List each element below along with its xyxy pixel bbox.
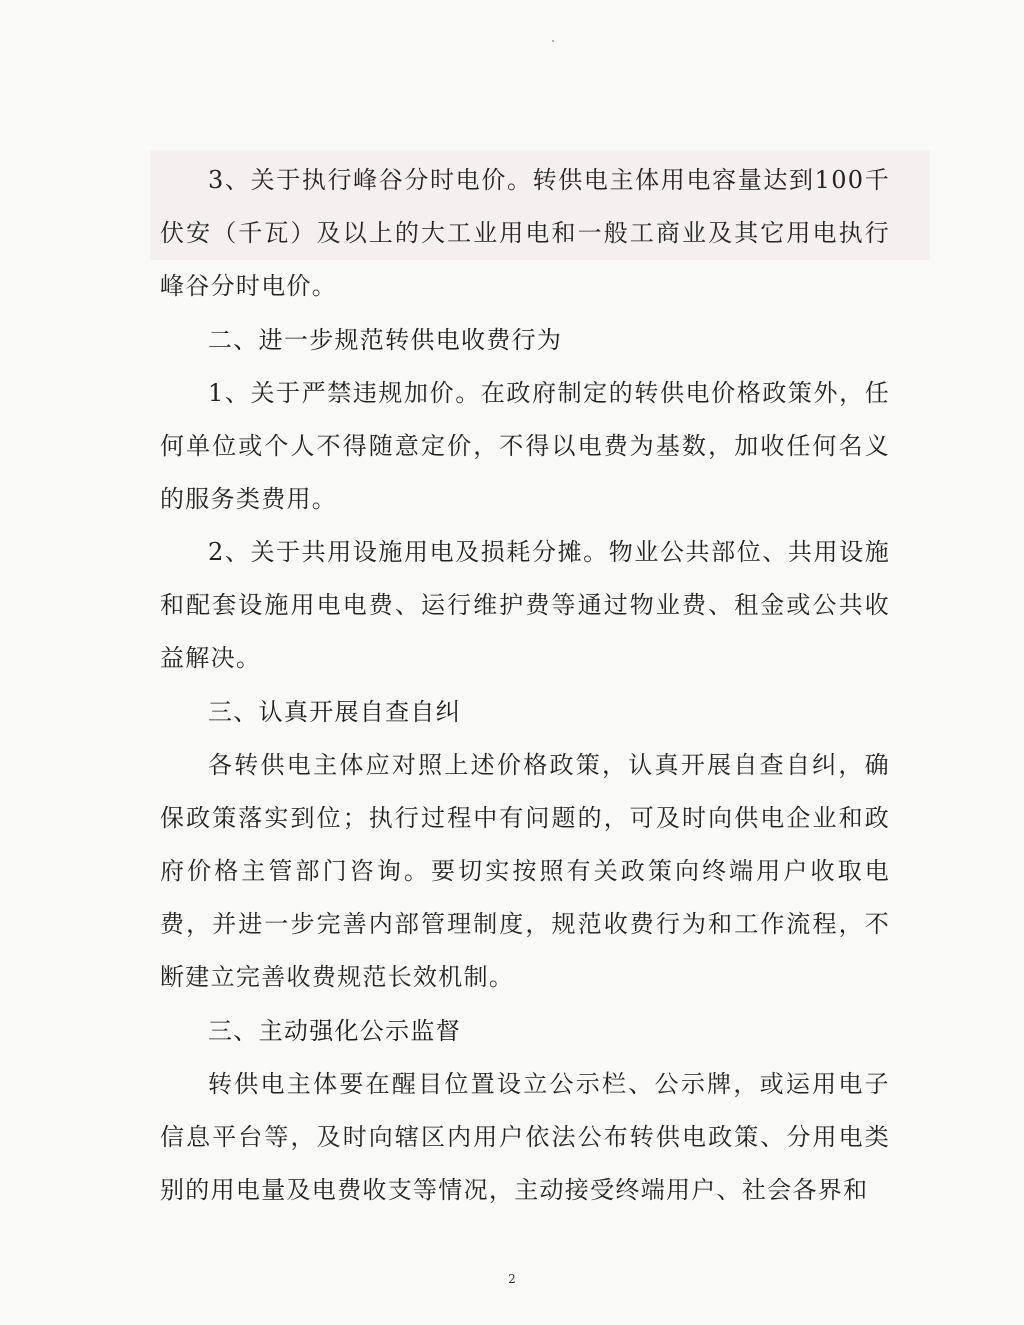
paragraph-peak-valley-price: 3、关于执行峰谷分时电价。转供电主体用电容量达到100千伏安（千瓦）及以上的大工业用电和一般工商业及其它用电执行峰谷分时电价。 bbox=[160, 166, 890, 300]
paragraph-shared-facilities: 2、关于共用设施用电及损耗分摊。物业公共部位、共用设施和配套设施用电电费、运行维护费等通过物业费、租金或公共收益解决。 bbox=[160, 538, 890, 672]
section-heading-regulate-fees: 二、进一步规范转供电收费行为 bbox=[208, 326, 563, 354]
scan-speck bbox=[552, 40, 554, 42]
paragraph-public-disclosure: 转供电主体要在醒目位置设立公示栏、公示牌，或运用电子信息平台等，及时向辖区内用户依法公布转供电政策、分用电类别的用电量及电费收支等情况，主动接受终端用户、社会各界和 bbox=[160, 1070, 890, 1204]
section-heading-self-inspection: 三、认真开展自查自纠 bbox=[208, 698, 461, 726]
body-text bbox=[160, 154, 890, 1217]
paragraph-self-inspection: 各转供电主体应对照上述价格政策，认真开展自查自纠，确保政策落实到位；执行过程中有问题的，可及时向供电企业和政府价格主管部门咨询。要切实按照有关政策向终端用户收取电费，并进一步完善内部管理制度，规范收费行为和工作流程，不断建立完善收费规范长效机制。 bbox=[160, 751, 890, 991]
paragraph-no-markup: 1、关于严禁违规加价。在政府制定的转供电价格政策外，任何单位或个人不得随意定价，不得以电费为基数，加收任何名义的服务类费用。 bbox=[160, 379, 890, 513]
section-heading-public-supervision: 三、主动强化公示监督 bbox=[208, 1017, 461, 1045]
page-number: 2 bbox=[508, 1272, 516, 1286]
